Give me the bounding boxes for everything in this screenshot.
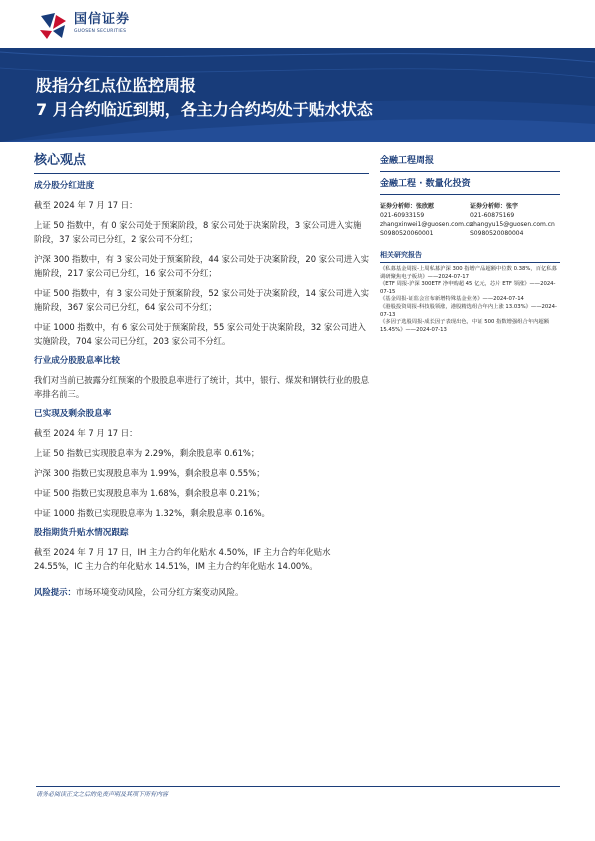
paragraph: 截至 2024 年 7 月 17 日： — [34, 200, 138, 210]
analyst-block — [380, 202, 560, 238]
guosen-logo-icon — [38, 12, 68, 40]
related-reports-list — [380, 266, 560, 334]
risk-warning — [34, 585, 369, 599]
paragraph: 中证 1000 指数中，有 6 家公司处于预案阶段，55 家公司处于决案阶段，32 家公司进入实施阶段，704 家公司已分红，203 家公司不分红。 — [34, 322, 366, 346]
title-banner — [0, 48, 595, 142]
analyst-name-row — [380, 202, 560, 211]
analyst-phone-row — [380, 211, 560, 220]
related-report-item[interactable]: 《私募基金周报-上周私募沪深 300 指增产品超额中位数 0.38%，百亿私募调研聚焦电子板块》——2024-07-17 — [380, 266, 557, 280]
company-logo — [38, 12, 130, 40]
paragraph: 中证 1000 指数已实现股息率为 1.32%，剩余股息率 0.16%。 — [34, 508, 270, 518]
core-viewpoints-title: 核心观点 — [34, 153, 87, 168]
logo-english-name: GUOSEN SECURITIES — [74, 29, 127, 34]
report-type: 金融工程周报 — [380, 156, 435, 166]
analyst-email[interactable]: zhangyu15@guosen.com.cn — [470, 221, 555, 228]
analyst-phone: 021-60875169 — [470, 212, 515, 219]
paragraph: 我们对当前已披露分红预案的个股股息率进行了统计，其中，银行、煤炭和钢铁行业的股息率排名前三。 — [34, 375, 369, 399]
analyst-email[interactable]: zhangxinwei1@guosen.com.cn — [380, 221, 473, 228]
core-title-divider — [34, 173, 369, 174]
analyst-certificate: S0980520060001 — [380, 230, 434, 237]
sidebar — [380, 155, 560, 334]
paragraph: 上证 50 指数中，有 0 家公司处于预案阶段，8 家公司处于决案阶段，3 家公司进入实施阶段，37 家公司已分红，2 家公司不分红； — [34, 220, 362, 244]
related-reports-title: 相关研究报告 — [380, 251, 422, 259]
paragraph: 中证 500 指数已实现股息率为 1.68%，剩余股息率 0.21%； — [34, 488, 265, 498]
logo-chinese-name: 国信证券 — [74, 12, 131, 27]
sidebar-divider — [380, 171, 560, 172]
top-bar — [0, 0, 595, 48]
section-heading-realized-dividend: 已实现及剩余股息率 — [34, 409, 112, 419]
logo-text — [74, 12, 130, 34]
related-report-item[interactable]: 《港股投资周报-科技股领涨，港股精选组合年内上涨 13.03%》——2024-07-13 — [380, 303, 557, 318]
report-subtitle: 7 月合约临近到期，各主力合约均处于贴水状态 — [36, 100, 373, 119]
analyst-certificate: S0980520080004 — [470, 230, 524, 237]
analyst-email-row — [380, 220, 560, 229]
analyst-cert-row — [380, 229, 560, 238]
related-report-item[interactable]: 《ETF 周报-沪深 300ETF 净申购超 45 亿元，芯片 ETF 领涨》——2024-07-15 — [380, 281, 556, 295]
report-category: 金融工程 · 数量化投资 — [380, 179, 471, 189]
banner-decoration-icon — [0, 48, 595, 142]
footer-divider — [36, 786, 560, 787]
analyst-name: 证券分析师：张宇 — [470, 203, 519, 210]
risk-warning-text: 市场环境变动风险，公司分红方案变动风险。 — [75, 587, 244, 597]
report-title: 股指分红点位监控周报 — [36, 76, 197, 95]
analyst-phone: 021-60933159 — [380, 212, 425, 219]
sidebar-divider — [380, 194, 560, 195]
section-heading-industry-dividend: 行业成分股股息率比较 — [34, 356, 120, 366]
paragraph: 沪深 300 指数已实现股息率为 1.99%，剩余股息率 0.55%； — [34, 468, 265, 478]
paragraph: 截至 2024 年 7 月 17 日，IH 主力合约年化贴水 4.50%，IF 主力合约年化贴水 24.55%，IC 主力合约年化贴水 14.51%，IM 主力合约年化贴水 14.00%。 — [34, 547, 331, 571]
paragraph: 截至 2024 年 7 月 17 日： — [34, 428, 138, 438]
sidebar-divider — [380, 262, 560, 263]
core-viewpoints — [34, 152, 369, 599]
paragraph: 上证 50 指数已实现股息率为 2.29%，剩余股息率 0.61%； — [34, 448, 260, 458]
section-heading-futures-basis: 股指期货升贴水情况跟踪 — [34, 528, 129, 538]
related-report-item[interactable]: 《基金周报-证监会宣布新增特殊基金业务》——2024-07-14 — [380, 296, 524, 303]
footer-disclaimer: 请务必阅读正文之后的免责声明及其项下所有内容 — [36, 791, 169, 798]
paragraph: 中证 500 指数中，有 3 家公司处于预案阶段，52 家公司处于决案阶段，14 家公司进入实施阶段，367 家公司已分红，64 家公司不分红； — [34, 288, 369, 312]
paragraph: 沪深 300 指数中，有 3 家公司处于预案阶段，44 家公司处于决案阶段，20 家公司进入实施阶段，217 家公司已分红，16 家公司不分红； — [34, 254, 369, 278]
risk-warning-label: 风险提示： — [34, 587, 76, 597]
related-report-item[interactable]: 《多因子选股周报-成长因子表现出色，中证 500 指数增强组合年内超额 15.45%》——2024-07-13 — [380, 319, 550, 333]
analyst-name: 证券分析师：张欣慰 — [380, 203, 435, 210]
section-heading-dividend-progress: 成分股分红进度 — [34, 181, 95, 191]
